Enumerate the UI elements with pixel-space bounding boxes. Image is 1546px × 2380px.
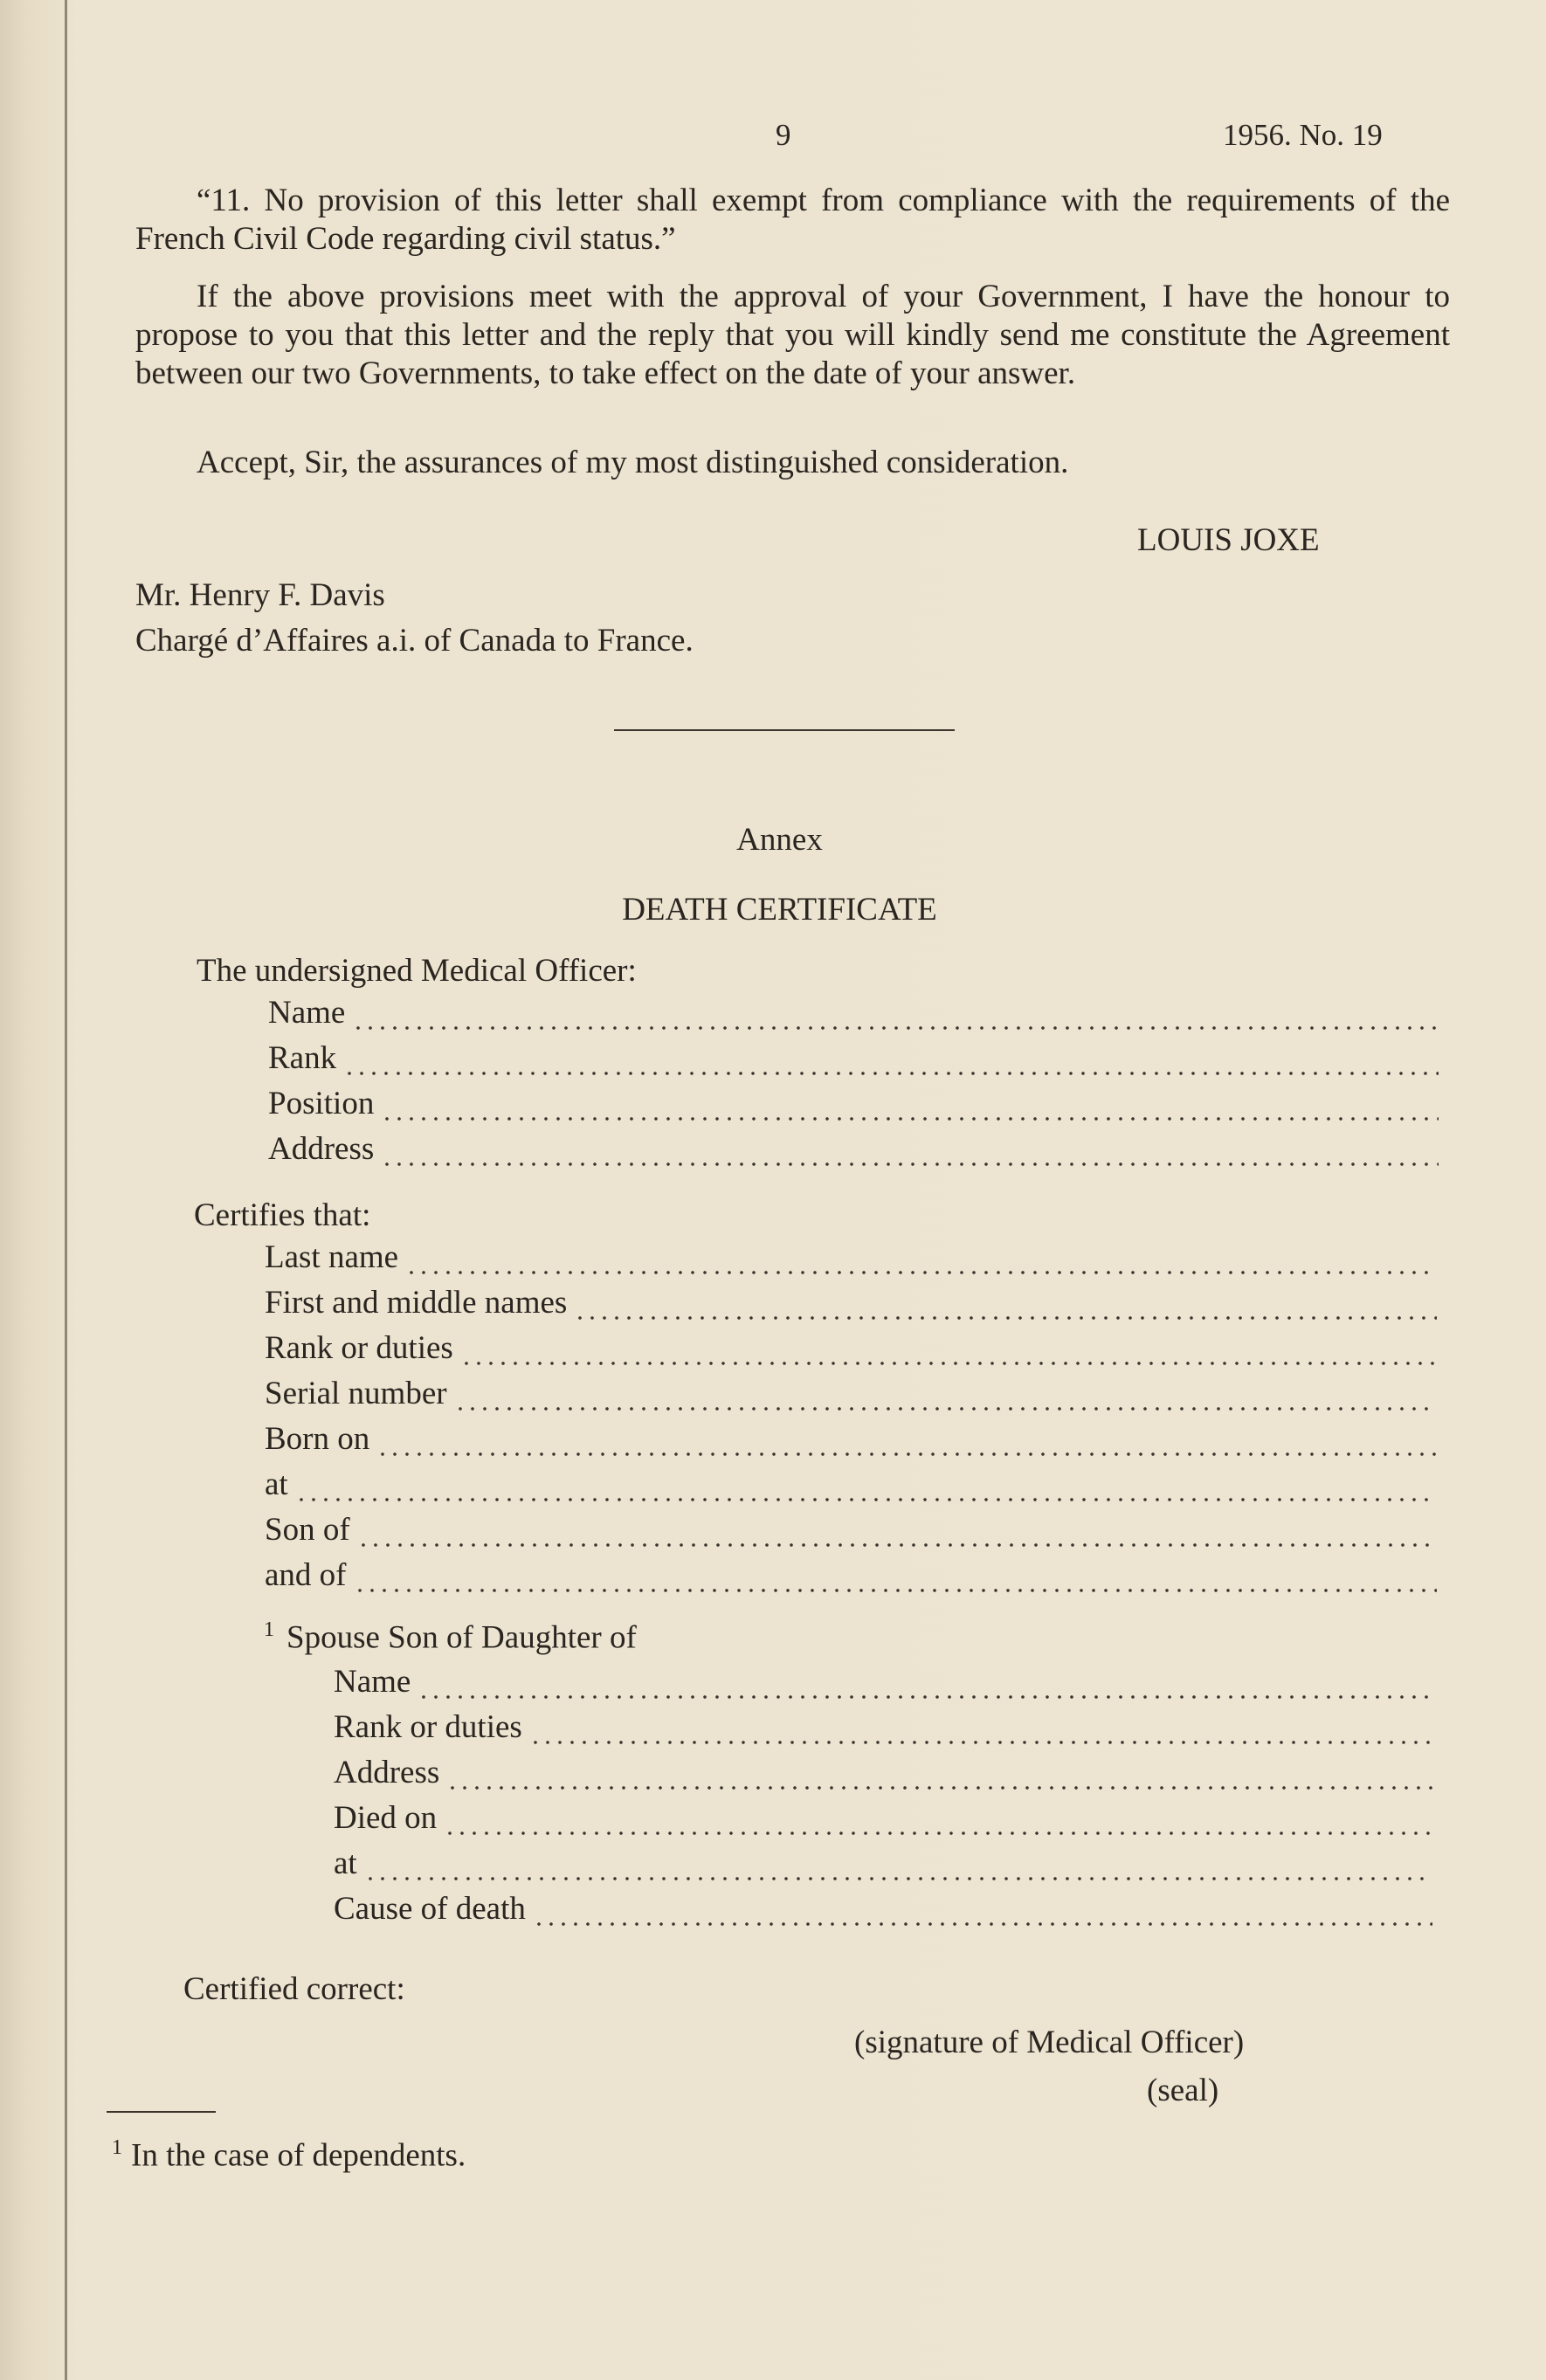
addressee-title: Chargé d’Affaires a.i. of Canada to France. [135, 623, 694, 659]
dependent-rank-field[interactable]: Rank or duties [334, 1708, 1432, 1754]
dependent-address-field[interactable]: Address [334, 1754, 1432, 1799]
paragraph-provision-11: “11. No provision of this letter shall exempt from compliance with the requirements of the French Civil Code regarding civil status.” [135, 183, 1450, 257]
dependent-intro: $^1$ Spouse Son of Daughter of [264, 1618, 637, 1656]
deceased-son-of-field[interactable]: Son of [265, 1511, 1437, 1556]
certificate-heading: DEATH CERTIFICATE [622, 892, 937, 928]
deceased-born-on-field[interactable]: Born on [265, 1420, 1437, 1466]
certified-correct-label: Certified correct: [183, 1971, 405, 2007]
dependent-death-place-field[interactable]: at [334, 1845, 1432, 1890]
deceased-rank-field[interactable]: Rank or duties [265, 1329, 1437, 1375]
paragraph-approval: If the above provisions meet with the approval of your Government, I have the honour to propose to you that this letter and the reply that you will kindly send me constitute the Agreement between our two Governments, to take effect on the date of your answer. [135, 279, 1450, 391]
signature-label: (signature of Medical Officer) [854, 2025, 1245, 2060]
footnote-divider [107, 2111, 216, 2113]
footnote-marker: 1 [264, 1618, 274, 1641]
signatory-name: LOUIS JOXE [1137, 522, 1320, 558]
page-number: 9 [776, 118, 791, 152]
seal-label: (seal) [1147, 2073, 1219, 2108]
officer-address-field[interactable]: Address [268, 1130, 1439, 1176]
deceased-last-name-field[interactable]: Last name [265, 1238, 1437, 1284]
dependent-name-field[interactable]: Name [334, 1663, 1432, 1708]
officer-intro: The undersigned Medical Officer: [197, 953, 637, 989]
footnote: $^1$ In the case of dependents. [112, 2136, 466, 2174]
deceased-and-of-field[interactable]: and of [265, 1556, 1437, 1602]
addressee-name: Mr. Henry F. Davis [135, 577, 385, 613]
certifies-intro: Certifies that: [194, 1197, 371, 1233]
deceased-birthplace-field[interactable]: at [265, 1466, 1437, 1511]
officer-name-field[interactable]: Name [268, 994, 1439, 1039]
dependent-cause-of-death-field[interactable]: Cause of death [334, 1890, 1432, 1935]
treaty-reference: 1956. No. 19 [1223, 118, 1383, 152]
deceased-first-names-field[interactable]: First and middle names [265, 1284, 1437, 1329]
paragraph-closing: Accept, Sir, the assurances of my most distinguished consideration. [197, 445, 1069, 480]
deceased-serial-field[interactable]: Serial number [265, 1375, 1437, 1420]
binding-edge [65, 0, 67, 2380]
officer-rank-field[interactable]: Rank [268, 1039, 1439, 1085]
section-divider [614, 729, 955, 731]
officer-position-field[interactable]: Position [268, 1085, 1439, 1130]
dependent-died-on-field[interactable]: Died on [334, 1799, 1432, 1845]
footnote-number: 1 [112, 2136, 122, 2159]
annex-title: Annex [736, 822, 823, 858]
